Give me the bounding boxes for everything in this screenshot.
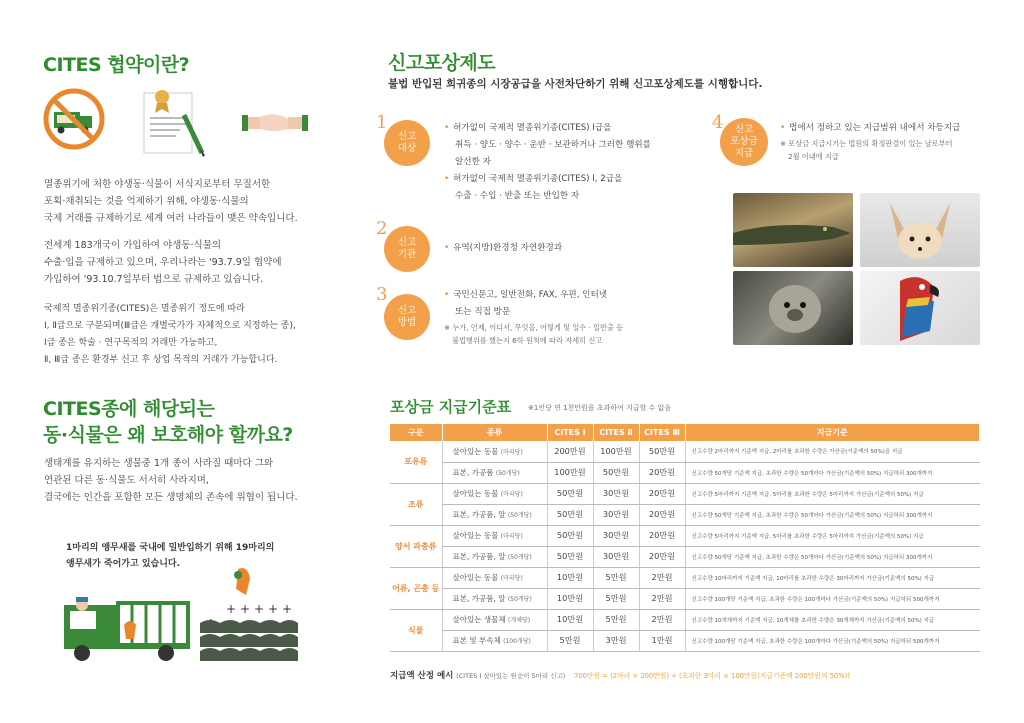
cites-grades: 국제적 멸종위기종(CITES)은 멸종위기 정도에 따라 Ⅰ, Ⅱ급으로 구분되며(Ⅲ급은 개별국가가 자체적으로 지정하는 종), Ⅰ급 종은 학술 · 연구목적의 거래만 가능하고, Ⅱ, Ⅲ급 종은 환경부 신고 후 상업 목적의 거래가 가능합니다.	[44, 304, 296, 365]
kind-unit: (50개당)	[507, 554, 532, 561]
criteria-cell: 신고수량 5마리까지 기준액 지급, 5마리를 초과한 수량은 5마리까지 가산금(기준액의 50%) 지급	[685, 483, 980, 504]
reward-system-subtitle: 불법 반입된 희귀종의 시장공급을 사전차단하기 위해 신고포상제도를 시행합니다.	[388, 78, 763, 90]
macaw-photo	[860, 271, 980, 345]
marmoset-photo	[733, 271, 853, 345]
cites-description: 멸종위기에 처한 야생동·식물이 서식지로부터 무질서한 포획·채취되는 것을 억제하기 위해, 야생동·식물의 국제 거래를 규제하기로 세계 여러 나라들이 맺은 약속입니다.	[44, 179, 298, 224]
svg-text:+: +	[254, 602, 265, 616]
table-row	[390, 525, 980, 546]
amount-cell: 5만원	[593, 567, 639, 588]
step4-content: • 법에서 정하고 있는 지급범위 내에서 차등지급 ※ 포상금 지급시기는 법원의 확정판결이 있는 날로부터 2월 이내에 지급	[780, 120, 960, 163]
parrot-caption: 1마리의 앵무새를 국내에 밀반입하기 위해 19마리의 앵무새가 죽어가고 있습니다.	[66, 543, 275, 569]
amount-cell: 2만원	[639, 609, 685, 630]
amount-cell: 50만원	[547, 504, 593, 525]
svg-text:+: +	[226, 602, 237, 616]
amount-cell: 30만원	[593, 546, 639, 567]
example-calculation: 700만원 = (2마리 × 200만원) + (초과한 3마리 × 100만원(지급기준액 200만원의 50%))	[574, 672, 850, 680]
reward-system-title: 신고포상제도	[388, 52, 496, 74]
table-row	[390, 609, 980, 630]
svg-text:+: +	[282, 602, 293, 616]
kind-label: 살아있는 동물	[452, 573, 499, 582]
step2-content: • 유역(지방)환경청 자연환경과	[444, 240, 562, 257]
category-cell: 포유류	[390, 441, 442, 483]
amount-cell: 30만원	[593, 525, 639, 546]
reward-table	[390, 424, 980, 652]
kind-label: 살아있는 동물	[452, 531, 499, 540]
amount-cell: 20만원	[639, 462, 685, 483]
kind-label: 표본, 가공품	[452, 468, 494, 477]
kind-cell	[442, 462, 547, 483]
step-circle-method: 신고 방법	[384, 294, 430, 340]
table-row	[390, 567, 980, 588]
parrot-smuggling-illustration	[60, 565, 300, 665]
amount-cell: 10만원	[547, 609, 593, 630]
kind-unit: (마리당)	[500, 533, 523, 540]
kind-cell	[442, 630, 547, 651]
table-row	[390, 504, 980, 525]
amount-cell: 200만원	[547, 441, 593, 462]
amount-cell: 3만원	[593, 630, 639, 651]
criteria-cell: 신고수량 50개당 기준액 지급, 초과한 수량은 50개마다 가산금(기준액의 50%) 지급하되 300개까지	[685, 546, 980, 567]
kind-label: 표본, 가공품, 알	[452, 594, 506, 603]
criteria-cell: 신고수량 5마리까지 기준액 지급, 5마리를 초과한 수량은 5마리까지 가산금(기준액의 50%) 지급	[685, 525, 980, 546]
kind-cell	[442, 609, 547, 630]
step-circle-agency: 신고 기관	[384, 226, 430, 272]
kind-unit: (마리당)	[500, 448, 523, 456]
step1-content: • 허가없이 국제적 멸종위기종(CITES) Ⅰ급을 취득 · 양도 · 양수 · 운반 · 보관하거나 그러한 행위를 알선한 자 • 허가없이 국제적 멸종위기종(CITES) Ⅰ, 2급을 수출 · 수입 · 반출 또는 반입한 자	[444, 120, 651, 205]
amount-cell: 100만원	[593, 441, 639, 462]
amount-cell: 20만원	[639, 525, 685, 546]
protection-description: 생태계를 유지하는 생물중 1개 종이 사라질 때마다 그와 연관된 다른 동·식물도 서서히 사라지며, 결국에는 인간을 포함한 모든 생명체의 존속에 위협이 됩니다.	[44, 458, 298, 503]
table-header: CITES Ⅲ	[639, 424, 685, 441]
kind-unit: (50개당)	[507, 596, 532, 603]
kind-label: 살아있는 동물	[452, 446, 499, 456]
table-header: CITES Ⅰ	[547, 424, 593, 441]
table-header: 지급기준	[685, 424, 980, 441]
step-circle-target: 신고 대상	[384, 120, 430, 166]
no-transport-icon	[40, 88, 110, 150]
amount-cell: 30만원	[593, 504, 639, 525]
protection-title: CITES종에 해당되는 동·식물은 왜 보호해야 할까요?	[43, 398, 293, 446]
criteria-cell: 신고수량 100개당 기준액 지급, 초과한 수량은 100개마다 가산금(기준액의 50%) 지급하되 500개까지	[685, 630, 980, 651]
amount-cell: 20만원	[639, 504, 685, 525]
amount-cell: 50만원	[547, 525, 593, 546]
step-circle-reward: 신고 포상금 지급	[720, 118, 768, 166]
amount-cell: 5만원	[593, 588, 639, 609]
kind-cell	[442, 441, 547, 462]
handshake-icon	[240, 109, 310, 139]
table-row	[390, 462, 980, 483]
table-header: 종류	[442, 424, 547, 441]
amount-cell: 50만원	[593, 462, 639, 483]
crocodile-photo	[733, 193, 853, 267]
cites-title: CITES 협약이란?	[43, 54, 190, 76]
table-row	[390, 588, 980, 609]
kind-label: 표본 및 부속체	[452, 636, 501, 645]
amount-cell: 30만원	[593, 483, 639, 504]
kind-unit: (개체당)	[508, 617, 531, 624]
kind-label: 표본, 가공품, 알	[452, 510, 506, 519]
kind-cell	[442, 567, 547, 588]
document-pen-icon	[140, 85, 210, 157]
amount-cell: 2만원	[639, 567, 685, 588]
cites-membership: 전세계 183개국이 가입하여 야생동·식물의 수출·입을 규제하고 있으며, 우리나라는 '93.7.9일 협약에 가입하여 '93.10.7일부터 법으로 규제하고 있습니다.	[44, 240, 282, 285]
amount-cell: 1만원	[639, 630, 685, 651]
kind-label: 표본, 가공품, 알	[452, 552, 506, 561]
criteria-cell: 신고수량 100개당 기준액 지급, 초과한 수량은 100개마다 가산금(기준액의 50%) 지급하되 500개까지	[685, 588, 980, 609]
table-header: CITES Ⅱ	[593, 424, 639, 441]
table-row	[390, 441, 980, 462]
reward-table-title: 포상금 지급기준표	[390, 398, 512, 416]
amount-cell: 20만원	[639, 546, 685, 567]
kind-label: 살아있는 동물	[452, 489, 499, 498]
kind-unit: (100개당)	[503, 638, 531, 645]
criteria-cell: 신고수량 50개당 기준액 지급, 초과한 수량은 50개마다 가산금(기준액의 50%) 지급하되 300개까지	[685, 504, 980, 525]
calculation-example	[390, 669, 850, 681]
amount-cell: 10만원	[547, 567, 593, 588]
kind-unit: (50개당)	[507, 512, 532, 519]
step3-content: • 국민신문고, 일반전화, FAX, 우편, 인터넷 또는 직접 방문 ※ 누가, 언제, 어디서, 무엇을, 어떻게 및 일수 · 일반출 등 불법행위를 했는지 6하 원칙에 따라 자세히 신고	[444, 287, 623, 347]
kind-cell	[442, 504, 547, 525]
table-row	[390, 483, 980, 504]
kind-unit: (마리당)	[500, 491, 523, 498]
example-label: 지급액 산정 예시	[390, 671, 454, 681]
table-header: 구분	[390, 424, 442, 441]
kind-cell	[442, 546, 547, 567]
cites-illustration	[40, 85, 310, 165]
kind-cell	[442, 525, 547, 546]
fennec-fox-photo	[860, 193, 980, 267]
kind-unit: (50개당)	[495, 470, 520, 477]
category-cell: 식물	[390, 609, 442, 651]
kind-cell	[442, 588, 547, 609]
example-condition: (CITES Ⅰ 살아있는 원숭이 5마리 신고)	[456, 672, 566, 680]
step-number: 1	[376, 112, 388, 133]
criteria-cell: 신고수량 50개당 기준액 지급, 초과한 수량은 50개마다 가산금(기준액의 50%) 지급하되 300개까지	[685, 462, 980, 483]
amount-cell: 2만원	[639, 588, 685, 609]
amount-cell: 50만원	[547, 546, 593, 567]
category-cell: 양서 파충류	[390, 525, 442, 567]
step-number: 2	[376, 218, 388, 239]
amount-cell: 50만원	[639, 441, 685, 462]
amount-cell: 10만원	[547, 588, 593, 609]
amount-cell: 50만원	[547, 483, 593, 504]
step-number: 4	[712, 112, 724, 133]
kind-unit: (마리당)	[500, 575, 523, 582]
amount-cell: 5만원	[547, 630, 593, 651]
amount-cell: 20만원	[639, 483, 685, 504]
svg-text:+: +	[268, 602, 279, 616]
amount-cell: 100만원	[547, 462, 593, 483]
criteria-cell: 신고수량 10마리까지 기준액 지급, 10마리를 초과한 수량은 30마리까지 가산금(기준액의 50%) 지급	[685, 567, 980, 588]
table-row	[390, 546, 980, 567]
step-number: 3	[376, 284, 388, 305]
amount-cell: 5만원	[593, 609, 639, 630]
table-row	[390, 630, 980, 651]
category-cell: 조류	[390, 483, 442, 525]
criteria-cell: 신고수량 10개체까지 기준액 지급, 10개체를 초과한 수량은 30개체까지 가산금(기준액의 50%) 지급	[685, 609, 980, 630]
criteria-cell: 신고수량 2마리까지 기준액 지급, 2마리를 초과한 수량은 가산금(기준액의 50%)을 지급	[685, 441, 980, 462]
reward-table-note: ※1인당 연 1천만원을 초과하여 지급할 수 없음	[528, 404, 672, 412]
svg-text:+: +	[240, 602, 251, 616]
category-cell: 어류, 곤충 등	[390, 567, 442, 609]
kind-label: 살아있는 생물체	[452, 615, 506, 624]
kind-cell	[442, 483, 547, 504]
